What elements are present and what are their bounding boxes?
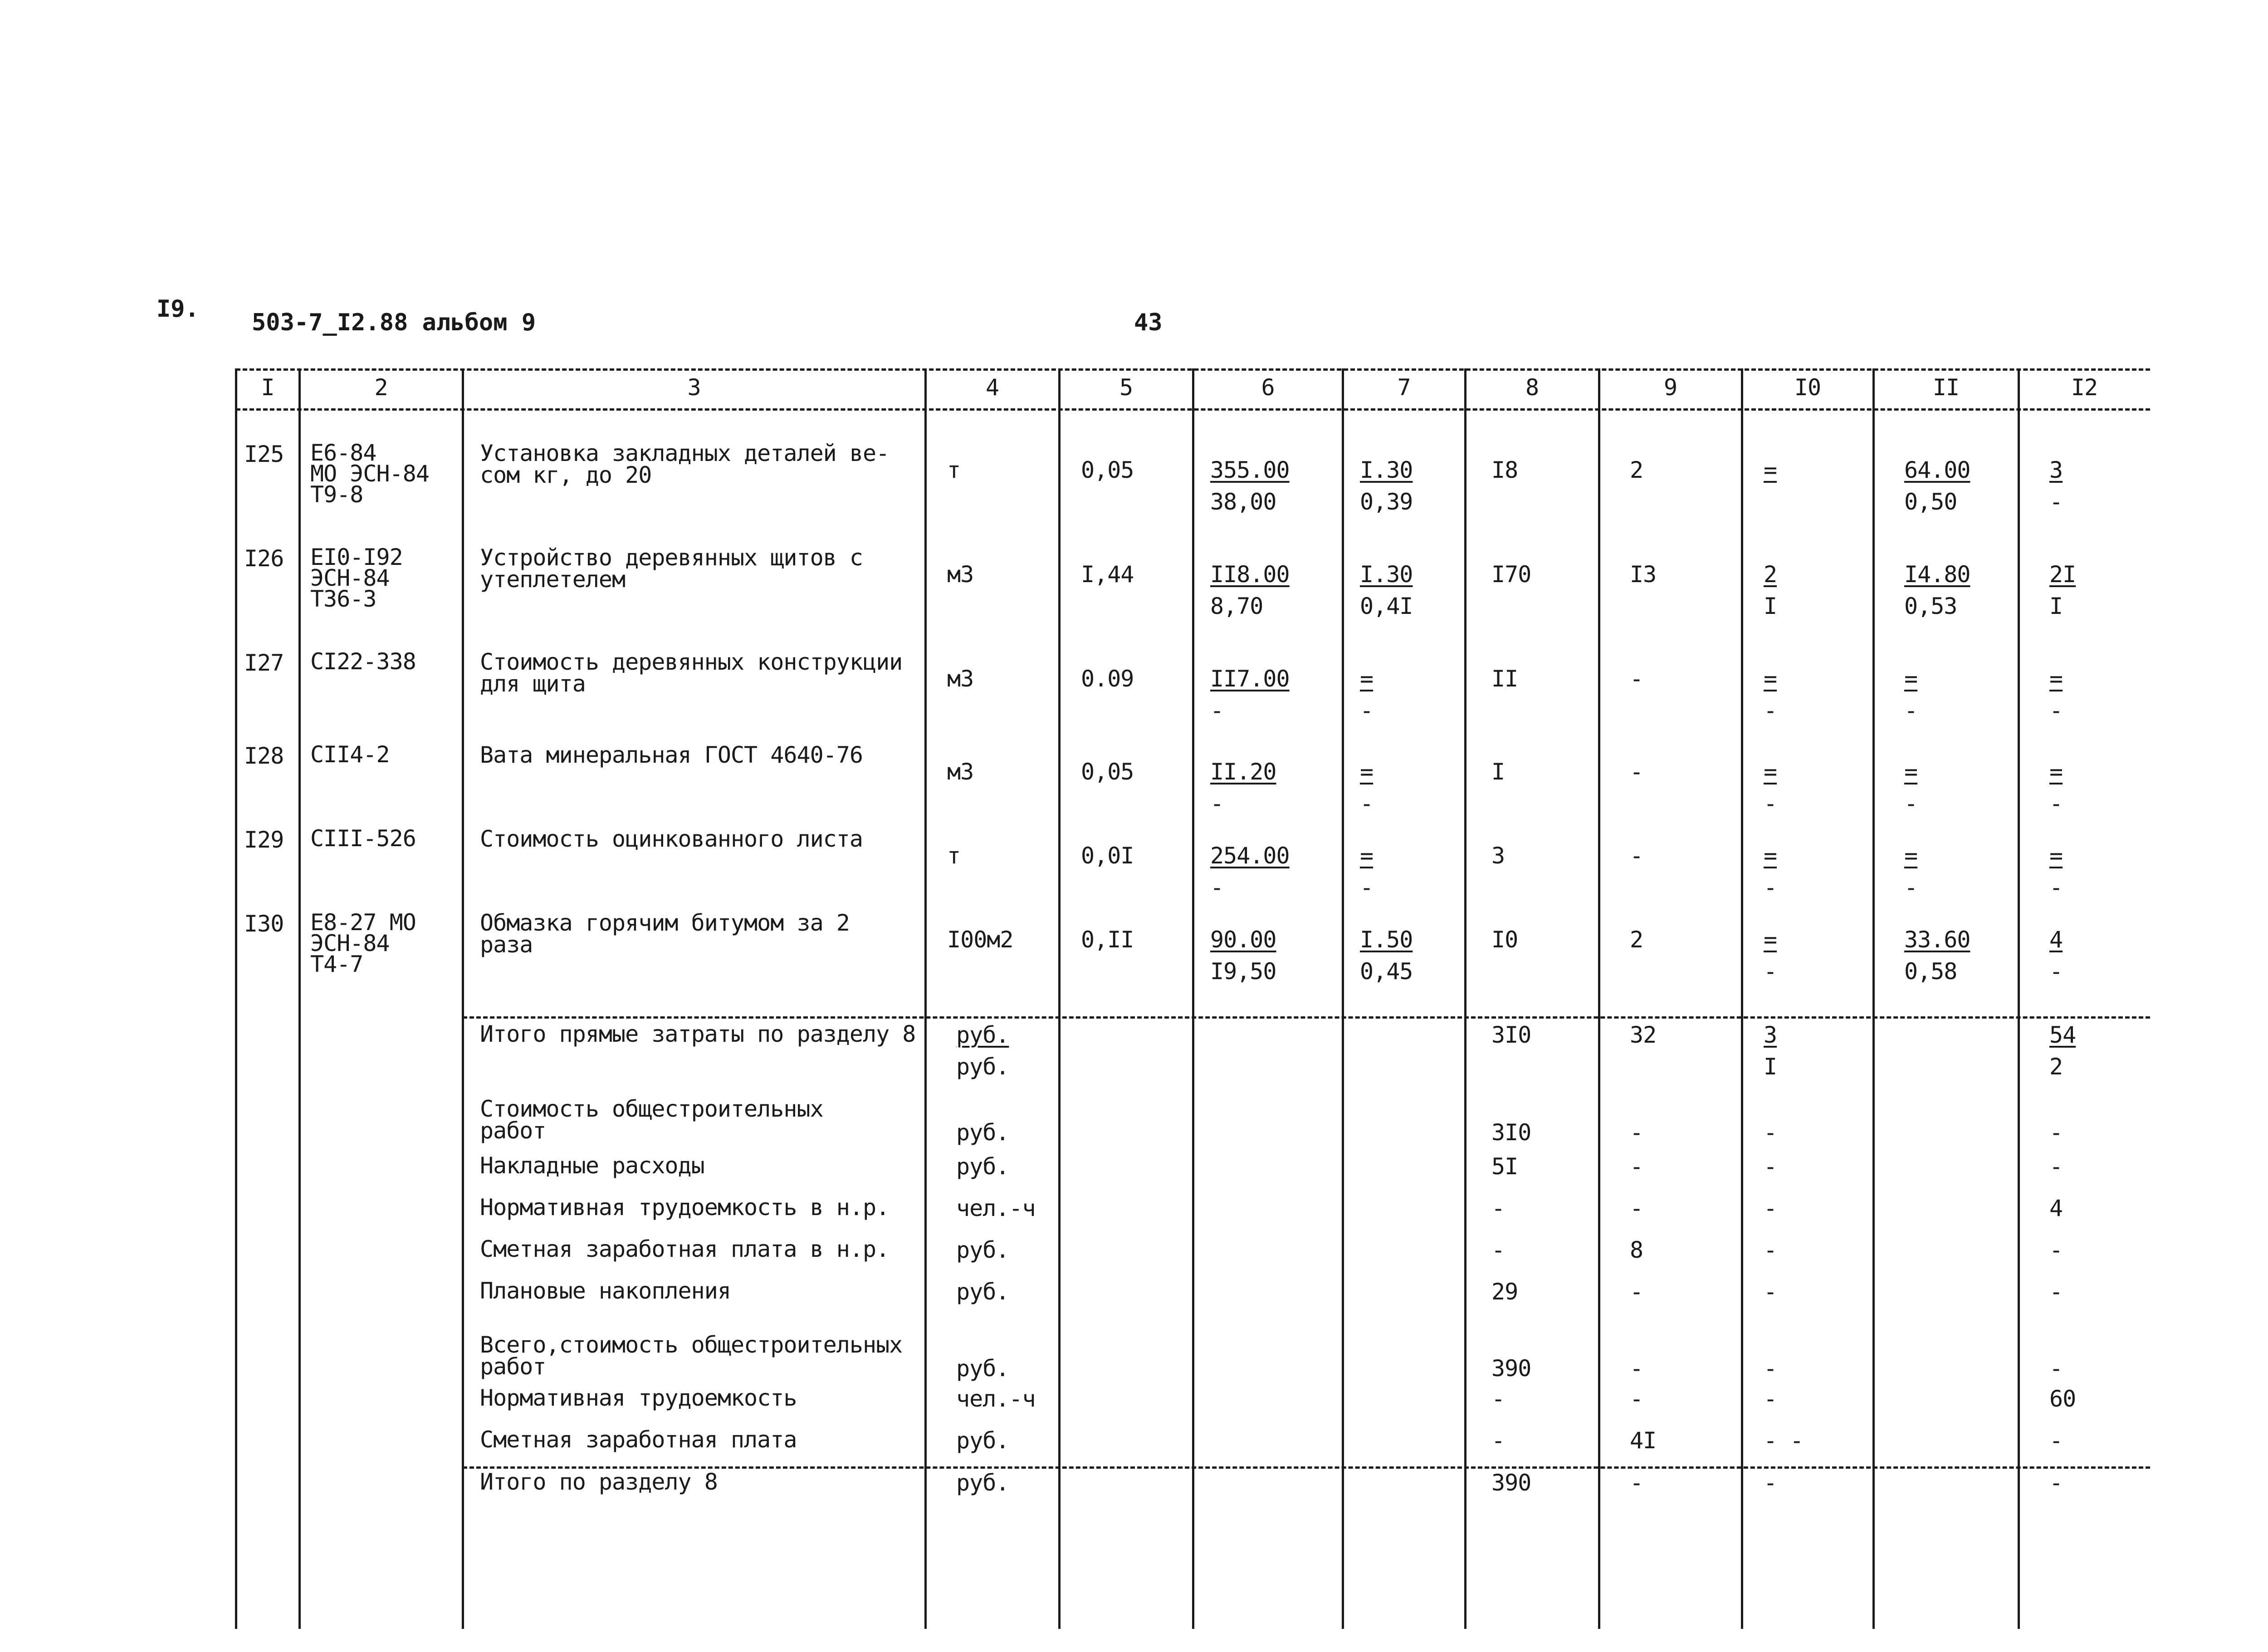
- column-line: [1464, 368, 1466, 1629]
- summary-col12: -: [2049, 1470, 2063, 1496]
- summary-col12: 60: [2049, 1386, 2076, 1412]
- summary-col10: - -: [1764, 1427, 1804, 1454]
- summary-col10: -: [1764, 1153, 1777, 1180]
- row-col11-bottom: 0,58: [1904, 958, 1957, 985]
- row-unit: м3: [947, 759, 974, 785]
- row-col10-top: 2: [1764, 561, 1777, 588]
- row-number: I29: [244, 827, 284, 853]
- row-col8: 3: [1491, 843, 1505, 869]
- row-col10-top: =: [1764, 457, 1777, 483]
- row-col9: -: [1630, 759, 1643, 785]
- summary-col12: -: [2049, 1237, 2063, 1263]
- row-col6-top: II.20: [1210, 759, 1276, 785]
- row-col12-top: =: [2049, 759, 2063, 785]
- row-col9: 2: [1630, 926, 1643, 953]
- summary-unit: чел.-ч: [956, 1386, 1036, 1412]
- row-name: Устройство деревянных щитов с утеплетелем: [480, 544, 863, 593]
- summary-col8: 3I0: [1491, 1022, 1531, 1048]
- row-col10-top: =: [1764, 843, 1777, 869]
- summary-label: Нормативная трудоемкость: [480, 1385, 797, 1411]
- column-header: II: [1932, 374, 1960, 401]
- summary-col12: -: [2049, 1279, 2063, 1305]
- summary-col8: -: [1491, 1427, 1505, 1454]
- row-col6-top: II8.00: [1210, 561, 1290, 588]
- row-col12-bottom: -: [2049, 958, 2063, 985]
- column-header: 9: [1663, 374, 1677, 401]
- summary-col8: 5I: [1491, 1153, 1518, 1180]
- column-line: [1342, 368, 1344, 1629]
- summary-col8: 3I0: [1491, 1119, 1531, 1146]
- summary-col9: -: [1630, 1195, 1643, 1221]
- column-line: [1192, 368, 1194, 1629]
- column-line: [1598, 368, 1600, 1629]
- row-code: СI22-338: [310, 648, 416, 675]
- row-col12-top: 2I: [2049, 561, 2076, 588]
- row-col7-bottom: -: [1360, 874, 1374, 901]
- row-col11-bottom: -: [1904, 874, 1918, 901]
- row-col7-bottom: -: [1360, 790, 1374, 817]
- column-line: [298, 368, 301, 1629]
- summary-label: Сметная заработная плата в н.р.: [480, 1236, 890, 1262]
- page-number: I9.: [156, 295, 199, 323]
- document-code: 503-7_I2.88 альбом 9: [252, 309, 536, 336]
- column-line: [462, 368, 464, 1629]
- column-line: [924, 368, 927, 1629]
- row-name: Обмазка горячим битумом за 2 раза: [480, 910, 850, 958]
- row-col9: -: [1630, 666, 1643, 692]
- row-unit: I00м2: [947, 926, 1013, 953]
- row-name: Стоимость оцинкованного листа: [480, 826, 863, 852]
- summary-col10: -: [1764, 1237, 1777, 1263]
- summary-label: Итого прямые затраты по разделу 8: [480, 1021, 916, 1047]
- summary-col12: -: [2049, 1355, 2063, 1382]
- summary-unit: руб.: [956, 1237, 1009, 1263]
- row-col8: II: [1491, 666, 1518, 692]
- row-col10-top: =: [1764, 759, 1777, 785]
- column-header: 3: [687, 374, 701, 401]
- summary-col10: -: [1764, 1355, 1777, 1382]
- summary-col9: -: [1630, 1279, 1643, 1305]
- row-col11-top: 64.00: [1904, 457, 1970, 483]
- summary-col12-bottom: 2: [2049, 1054, 2063, 1080]
- row-number: I25: [244, 441, 284, 467]
- summary-label: Нормативная трудоемкость в н.р.: [480, 1194, 890, 1221]
- row-name: Стоимость деревянных конструкции для щита: [480, 649, 903, 697]
- row-number: I27: [244, 650, 284, 676]
- summary-col8: 390: [1491, 1355, 1531, 1382]
- column-header: 4: [985, 374, 999, 401]
- summary-label: Всего,стоимость общестроительных работ: [480, 1332, 903, 1380]
- row-col11-bottom: -: [1904, 790, 1918, 817]
- summary-col10: -: [1764, 1386, 1777, 1412]
- row-quantity: I,44: [1081, 561, 1134, 588]
- row-name: Установка закладных деталей ве- сом кг, до 20: [480, 440, 890, 488]
- summary-col12: 4: [2049, 1195, 2063, 1221]
- row-col12-bottom: I: [2049, 593, 2063, 619]
- row-col7-top: =: [1360, 759, 1374, 785]
- summary-unit: чел.-ч: [956, 1195, 1036, 1221]
- summary-col9: 32: [1630, 1022, 1657, 1048]
- row-col12-top: 3: [2049, 457, 2063, 483]
- row-col7-bottom: -: [1360, 697, 1374, 724]
- summary-unit: руб.: [956, 1279, 1009, 1305]
- row-col7-top: I.50: [1360, 926, 1413, 953]
- row-col12-bottom: -: [2049, 489, 2063, 515]
- column-header: I2: [2071, 374, 2098, 401]
- row-col7-top: I.30: [1360, 561, 1413, 588]
- summary-col10: -: [1764, 1470, 1777, 1496]
- summary-unit: руб.: [956, 1355, 1009, 1382]
- row-col8: I8: [1491, 457, 1518, 483]
- row-unit: м3: [947, 666, 974, 692]
- summary-col12: -: [2049, 1119, 2063, 1146]
- row-col10-top: =: [1764, 666, 1777, 692]
- row-unit: т: [947, 843, 961, 869]
- row-col7-bottom: 0,45: [1360, 958, 1413, 985]
- column-header: 2: [374, 374, 388, 401]
- row-col7-bottom: 0,39: [1360, 489, 1413, 515]
- summary-col10-top: 3: [1764, 1022, 1777, 1048]
- row-col10-bottom: -: [1764, 697, 1777, 724]
- row-col6-bottom: -: [1210, 874, 1224, 901]
- row-col7-top: =: [1360, 843, 1374, 869]
- column-header: I0: [1794, 374, 1821, 401]
- row-quantity: 0.09: [1081, 666, 1134, 692]
- row-col10-top: =: [1764, 926, 1777, 953]
- summary-label: Накладные расходы: [480, 1152, 704, 1179]
- summary-col9: 8: [1630, 1237, 1643, 1263]
- sheet-number: 43: [1134, 309, 1163, 336]
- summary-label: Сметная заработная плата: [480, 1427, 797, 1453]
- summary-col12: -: [2049, 1153, 2063, 1180]
- row-col9: 2: [1630, 457, 1643, 483]
- row-number: I28: [244, 743, 284, 769]
- row-quantity: 0,05: [1081, 759, 1134, 785]
- row-col12-bottom: -: [2049, 874, 2063, 901]
- column-header: 7: [1397, 374, 1411, 401]
- summary-col9: -: [1630, 1119, 1643, 1146]
- row-code: СII4-2: [310, 741, 390, 768]
- summary-col8: 390: [1491, 1470, 1531, 1496]
- row-number: I26: [244, 545, 284, 572]
- row-col10-bottom: -: [1764, 958, 1777, 985]
- summary-col10: -: [1764, 1195, 1777, 1221]
- row-col6-top: 355.00: [1210, 457, 1290, 483]
- summary-col10: -: [1764, 1279, 1777, 1305]
- summary-unit: руб.: [956, 1427, 1009, 1454]
- column-line: [1872, 368, 1875, 1629]
- row-code: ЕI0-I92 ЭСН-84 Т36-3: [310, 544, 403, 612]
- row-col8: I70: [1491, 561, 1531, 588]
- row-col11-bottom: 0,53: [1904, 593, 1957, 619]
- summary-col9: -: [1630, 1470, 1643, 1496]
- summary-col9: -: [1630, 1386, 1643, 1412]
- row-col11-top: =: [1904, 666, 1918, 692]
- summary-unit: руб.: [956, 1119, 1009, 1146]
- row-col6-top: 254.00: [1210, 843, 1290, 869]
- summary-unit: руб.: [956, 1022, 1009, 1048]
- row-name: Вата минеральная ГОСТ 4640-76: [480, 742, 863, 768]
- column-line: [235, 368, 237, 1629]
- summary-col12-top: 54: [2049, 1022, 2076, 1048]
- row-code: СIII-526: [310, 825, 416, 852]
- row-col12-top: =: [2049, 666, 2063, 692]
- row-col6-top: 90.00: [1210, 926, 1276, 953]
- summary-label: Стоимость общестроительных работ: [480, 1096, 823, 1144]
- row-unit: м3: [947, 561, 974, 588]
- row-col11-top: =: [1904, 843, 1918, 869]
- column-line: [2018, 368, 2020, 1629]
- summary-label: Плановые накопления: [480, 1278, 731, 1304]
- row-col6-bottom: -: [1210, 790, 1224, 817]
- row-col12-bottom: -: [2049, 790, 2063, 817]
- summary-col8: -: [1491, 1386, 1505, 1412]
- row-col7-top: =: [1360, 666, 1374, 692]
- row-quantity: 0,II: [1081, 926, 1134, 953]
- row-col10-bottom: -: [1764, 874, 1777, 901]
- row-col6-bottom: 8,70: [1210, 593, 1263, 619]
- row-col10-bottom: I: [1764, 593, 1777, 619]
- row-code: Е6-84 МО ЭСН-84 Т9-8: [310, 440, 429, 508]
- row-quantity: 0,0I: [1081, 843, 1134, 869]
- row-col10-bottom: -: [1764, 790, 1777, 817]
- row-col11-top: I4.80: [1904, 561, 1970, 588]
- row-unit: т: [947, 457, 961, 483]
- row-col12-top: 4: [2049, 926, 2063, 953]
- row-col11-bottom: -: [1904, 697, 1918, 724]
- summary-col12: -: [2049, 1427, 2063, 1454]
- row-number: I30: [244, 911, 284, 937]
- column-header: 5: [1119, 374, 1133, 401]
- row-quantity: 0,05: [1081, 457, 1134, 483]
- row-col6-bottom: I9,50: [1210, 958, 1276, 985]
- summary-col10-bottom: I: [1764, 1054, 1777, 1080]
- summary-unit-second: руб.: [956, 1054, 1009, 1080]
- row-col8: I0: [1491, 926, 1518, 953]
- summary-col8: -: [1491, 1237, 1505, 1263]
- row-col8: I: [1491, 759, 1505, 785]
- summary-unit: руб.: [956, 1153, 1009, 1180]
- row-col11-bottom: 0,50: [1904, 489, 1957, 515]
- row-col6-bottom: 38,00: [1210, 489, 1276, 515]
- column-header: 8: [1525, 374, 1539, 401]
- row-col7-top: I.30: [1360, 457, 1413, 483]
- row-col9: I3: [1630, 561, 1657, 588]
- summary-unit: руб.: [956, 1470, 1009, 1496]
- row-col11-top: =: [1904, 759, 1918, 785]
- column-line: [1058, 368, 1061, 1629]
- row-col11-top: 33.60: [1904, 926, 1970, 953]
- summary-col8: -: [1491, 1195, 1505, 1221]
- summary-col8: 29: [1491, 1279, 1518, 1305]
- summary-label: Итого по разделу 8: [480, 1469, 718, 1495]
- row-col6-bottom: -: [1210, 697, 1224, 724]
- summary-col10: -: [1764, 1119, 1777, 1146]
- summary-col9: -: [1630, 1355, 1643, 1382]
- summary-col9: -: [1630, 1153, 1643, 1180]
- row-col7-bottom: 0,4I: [1360, 593, 1413, 619]
- row-col6-top: II7.00: [1210, 666, 1290, 692]
- summary-col9: 4I: [1630, 1427, 1657, 1454]
- column-header: 6: [1261, 374, 1275, 401]
- row-code: Е8-27 МО ЭСН-84 Т4-7: [310, 909, 416, 977]
- summary-top-rule: [463, 1016, 2150, 1019]
- column-header: I: [261, 374, 274, 401]
- row-col12-bottom: -: [2049, 697, 2063, 724]
- row-col9: -: [1630, 843, 1643, 869]
- row-col12-top: =: [2049, 843, 2063, 869]
- column-line: [1741, 368, 1743, 1629]
